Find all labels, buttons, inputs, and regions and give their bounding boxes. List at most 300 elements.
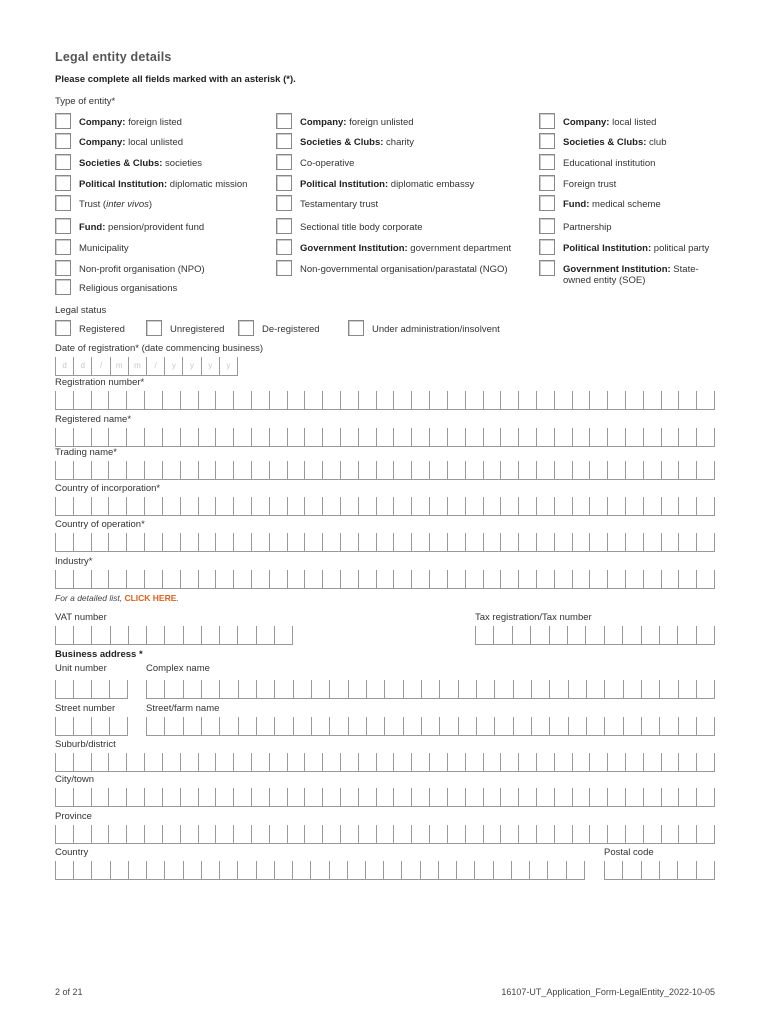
char-cell <box>269 533 287 551</box>
char-cell <box>322 461 340 479</box>
char-cell <box>292 861 310 879</box>
char-cell <box>251 788 269 806</box>
char-cell <box>126 428 144 446</box>
char-cell <box>429 753 447 771</box>
char-cell <box>678 391 696 409</box>
char-cell <box>237 626 255 644</box>
legal-status-label: Legal status <box>55 305 107 316</box>
entity-type-option-label: Foreign trust <box>563 179 617 190</box>
char-cell <box>447 753 465 771</box>
char-cell <box>429 570 447 588</box>
entity-type-checkbox[interactable] <box>276 113 292 129</box>
entity-type-checkbox[interactable] <box>55 175 71 191</box>
char-cell <box>91 570 109 588</box>
char-cell <box>73 825 91 843</box>
char-cell <box>500 788 518 806</box>
char-cell <box>447 825 465 843</box>
char-cell <box>607 825 625 843</box>
char-cell <box>162 533 180 551</box>
char-cell <box>304 533 322 551</box>
char-cell <box>233 570 251 588</box>
char-cell <box>358 788 376 806</box>
trading-name-field[interactable] <box>55 461 715 480</box>
char-cell <box>429 533 447 551</box>
char-cell <box>458 717 476 735</box>
entity-type-checkbox[interactable] <box>55 195 71 211</box>
char-cell <box>376 570 394 588</box>
char-cell <box>567 626 585 644</box>
entity-type-option-label: Political Institution: political party <box>563 243 710 254</box>
char-cell <box>531 717 549 735</box>
char-cell <box>547 861 565 879</box>
char-cell <box>572 461 590 479</box>
legal-status-checkbox[interactable] <box>238 320 254 336</box>
char-cell <box>340 788 358 806</box>
char-cell <box>447 570 465 588</box>
char-cell <box>251 570 269 588</box>
legal-status-checkbox[interactable] <box>348 320 364 336</box>
char-cell <box>447 428 465 446</box>
char-cell <box>661 428 679 446</box>
entity-type-option-label: Fund: pension/provident fund <box>79 222 205 233</box>
char-cell <box>554 825 572 843</box>
postal-code-field[interactable] <box>604 861 715 880</box>
char-cell <box>384 680 402 698</box>
char-cell <box>536 825 554 843</box>
char-cell <box>376 753 394 771</box>
char-cell <box>322 391 340 409</box>
char-cell <box>144 753 162 771</box>
char-cell <box>322 497 340 515</box>
char-cell <box>465 753 483 771</box>
entity-type-option-label: Company: foreign listed <box>79 117 182 128</box>
char-cell <box>549 680 567 698</box>
char-cell <box>274 680 292 698</box>
char-cell <box>180 497 198 515</box>
char-cell <box>108 788 126 806</box>
char-cell <box>365 861 383 879</box>
char-cell <box>162 497 180 515</box>
entity-type-option-label: Trust (inter vivos) <box>79 199 153 210</box>
char-cell <box>678 717 696 735</box>
char-cell <box>411 497 429 515</box>
char-cell <box>696 428 715 446</box>
char-cell <box>536 788 554 806</box>
unit-number-field[interactable] <box>55 680 128 699</box>
complex-name-field[interactable] <box>146 680 715 699</box>
char-cell <box>643 391 661 409</box>
char-cell <box>108 428 126 446</box>
char-cell <box>180 428 198 446</box>
char-cell <box>162 825 180 843</box>
entity-type-checkbox[interactable] <box>55 113 71 129</box>
char-cell <box>643 825 661 843</box>
char-cell <box>420 861 438 879</box>
char-cell <box>233 825 251 843</box>
char-cell <box>529 861 547 879</box>
char-cell <box>251 461 269 479</box>
char-cell <box>215 753 233 771</box>
entity-type-checkbox[interactable] <box>55 218 71 234</box>
char-cell <box>696 391 715 409</box>
char-cell <box>518 570 536 588</box>
char-cell <box>411 428 429 446</box>
char-cell <box>256 680 274 698</box>
suburb-field[interactable] <box>55 753 715 772</box>
char-cell <box>55 717 73 735</box>
char-cell <box>358 533 376 551</box>
char-cell <box>641 626 659 644</box>
char-cell <box>393 788 411 806</box>
entity-type-checkbox[interactable] <box>276 218 292 234</box>
char-cell <box>518 497 536 515</box>
char-cell <box>572 570 590 588</box>
char-cell <box>429 391 447 409</box>
entity-type-option-label: Government Institution: State-owned entity (SOE) <box>563 264 699 286</box>
char-cell <box>233 497 251 515</box>
char-cell <box>607 497 625 515</box>
char-cell <box>91 861 109 879</box>
char-cell <box>659 717 677 735</box>
char-cell <box>696 497 715 515</box>
char-cell <box>73 861 91 879</box>
char-cell <box>198 788 216 806</box>
entity-type-checkbox[interactable] <box>55 260 71 276</box>
char-cell <box>215 391 233 409</box>
click-here-link[interactable]: CLICK HERE <box>124 593 177 603</box>
char-cell <box>625 391 643 409</box>
char-cell <box>678 461 696 479</box>
entity-type-checkbox[interactable] <box>539 133 555 149</box>
char-cell <box>146 717 164 735</box>
char-cell <box>393 428 411 446</box>
char-cell <box>465 788 483 806</box>
char-cell <box>439 717 457 735</box>
entity-type-option-label: Sectional title body corporate <box>300 222 423 233</box>
char-cell <box>293 717 311 735</box>
char-cell <box>696 626 715 644</box>
entity-type-option-label: Testamentary trust <box>300 199 379 210</box>
char-cell <box>238 717 256 735</box>
entity-type-label: Type of entity* <box>55 96 116 107</box>
char-cell <box>340 461 358 479</box>
char-cell <box>73 788 91 806</box>
char-cell <box>358 461 376 479</box>
char-cell <box>518 753 536 771</box>
char-cell <box>607 461 625 479</box>
industry-field[interactable] <box>55 570 715 589</box>
char-cell <box>144 497 162 515</box>
legal-status-option-label: Registered <box>79 324 125 335</box>
char-cell <box>439 680 457 698</box>
char-cell <box>607 570 625 588</box>
char-cell <box>287 788 305 806</box>
char-cell <box>678 533 696 551</box>
char-cell <box>483 428 501 446</box>
char-cell <box>604 717 622 735</box>
char-cell <box>198 391 216 409</box>
char-cell <box>572 533 590 551</box>
char-cell <box>198 533 216 551</box>
registered-name-label: Registered name* <box>55 414 132 425</box>
char-cell <box>198 461 216 479</box>
date-of-registration-field[interactable] <box>55 357 238 376</box>
entity-type-checkbox[interactable] <box>276 133 292 149</box>
country-operation-label: Country of operation* <box>55 519 145 530</box>
char-cell <box>513 717 531 735</box>
char-cell <box>643 428 661 446</box>
char-cell <box>465 428 483 446</box>
vat-number-field[interactable] <box>55 626 293 645</box>
char-cell <box>304 497 322 515</box>
char-cell <box>696 680 715 698</box>
char-cell <box>144 788 162 806</box>
char-cell <box>476 680 494 698</box>
char-cell <box>269 461 287 479</box>
street-name-field[interactable] <box>146 717 715 736</box>
char-cell <box>183 626 201 644</box>
char-cell <box>110 626 128 644</box>
char-cell <box>536 497 554 515</box>
char-cell <box>465 825 483 843</box>
char-cell <box>641 680 659 698</box>
char-cell <box>109 680 128 698</box>
entity-type-option-label: Societies & Clubs: charity <box>300 137 415 148</box>
char-cell <box>180 753 198 771</box>
legal-status-checkbox[interactable] <box>55 320 71 336</box>
registration-number-field[interactable] <box>55 391 715 410</box>
char-cell <box>251 391 269 409</box>
country-incorporation-label: Country of incorporation* <box>55 483 161 494</box>
char-cell <box>358 753 376 771</box>
char-cell <box>91 717 109 735</box>
industry-hint: For a detailed list, CLICK HERE. <box>55 593 179 603</box>
char-cell <box>589 788 607 806</box>
char-cell <box>604 861 622 879</box>
char-cell <box>429 788 447 806</box>
char-cell <box>554 461 572 479</box>
entity-type-checkbox[interactable] <box>55 154 71 170</box>
char-cell <box>108 497 126 515</box>
char-cell <box>643 570 661 588</box>
char-cell <box>536 428 554 446</box>
char-cell <box>589 533 607 551</box>
char-cell <box>322 788 340 806</box>
char-cell <box>304 428 322 446</box>
char-cell <box>661 825 679 843</box>
char-cell <box>429 461 447 479</box>
entity-type-option-label: Company: local unlisted <box>79 137 184 148</box>
char-cell <box>384 717 402 735</box>
char-cell <box>623 717 641 735</box>
char-cell <box>108 533 126 551</box>
char-cell <box>164 717 182 735</box>
char-cell <box>607 788 625 806</box>
entity-type-checkbox[interactable] <box>55 279 71 295</box>
char-cell <box>128 861 146 879</box>
char-cell <box>518 533 536 551</box>
trading-name-label: Trading name* <box>55 447 117 458</box>
entity-type-checkbox[interactable] <box>539 175 555 191</box>
char-cell <box>162 753 180 771</box>
char-cell <box>366 680 384 698</box>
char-cell <box>554 428 572 446</box>
char-cell <box>183 680 201 698</box>
char-cell <box>233 391 251 409</box>
char-cell <box>144 428 162 446</box>
char-cell <box>340 428 358 446</box>
entity-type-checkbox[interactable] <box>276 239 292 255</box>
char-cell <box>55 680 73 698</box>
char-cell <box>144 391 162 409</box>
char-cell <box>625 788 643 806</box>
char-cell <box>589 825 607 843</box>
char-cell <box>483 533 501 551</box>
char-cell <box>536 391 554 409</box>
entity-type-checkbox[interactable] <box>539 195 555 211</box>
char-cell <box>661 461 679 479</box>
char-cell <box>421 717 439 735</box>
char-cell <box>401 861 419 879</box>
char-cell <box>233 753 251 771</box>
char-cell <box>678 497 696 515</box>
entity-type-checkbox[interactable] <box>276 195 292 211</box>
char-cell <box>198 497 216 515</box>
entity-type-checkbox[interactable] <box>539 154 555 170</box>
char-cell <box>91 533 109 551</box>
char-cell <box>146 861 164 879</box>
char-cell <box>91 753 109 771</box>
country-operation-field[interactable] <box>55 533 715 552</box>
postal-code-label: Postal code <box>604 847 654 858</box>
vat-number-label: VAT number <box>55 612 107 623</box>
char-cell <box>568 717 586 735</box>
char-cell <box>219 717 237 735</box>
char-cell <box>607 533 625 551</box>
char-cell <box>215 461 233 479</box>
char-cell <box>607 428 625 446</box>
char-cell <box>696 861 715 879</box>
entity-type-checkbox[interactable] <box>276 175 292 191</box>
char-cell <box>233 788 251 806</box>
char-cell <box>393 825 411 843</box>
char-cell <box>500 570 518 588</box>
char-cell <box>201 626 219 644</box>
char-cell <box>500 497 518 515</box>
date-cell: y <box>182 357 200 375</box>
street-number-field[interactable] <box>55 717 128 736</box>
char-cell <box>376 533 394 551</box>
char-cell <box>536 461 554 479</box>
industry-label: Industry* <box>55 556 93 567</box>
char-cell <box>421 680 439 698</box>
char-cell <box>554 570 572 588</box>
char-cell <box>586 680 604 698</box>
char-cell <box>251 428 269 446</box>
char-cell <box>678 680 696 698</box>
entity-type-checkbox[interactable] <box>539 239 555 255</box>
char-cell <box>311 717 329 735</box>
business-address-heading: Business address * <box>55 649 143 660</box>
entity-type-checkbox[interactable] <box>55 133 71 149</box>
tax-number-label: Tax registration/Tax number <box>475 612 592 623</box>
char-cell <box>215 497 233 515</box>
char-cell <box>274 861 292 879</box>
char-cell <box>696 533 715 551</box>
entity-type-option-label: Societies & Clubs: club <box>563 137 667 148</box>
char-cell <box>215 570 233 588</box>
tax-number-field[interactable] <box>475 626 715 645</box>
country-field[interactable] <box>55 861 585 880</box>
entity-type-checkbox[interactable] <box>539 260 555 276</box>
char-cell <box>607 391 625 409</box>
char-cell <box>287 570 305 588</box>
registered-name-field[interactable] <box>55 428 715 447</box>
char-cell <box>215 428 233 446</box>
country-incorporation-field[interactable] <box>55 497 715 516</box>
char-cell <box>55 626 73 644</box>
char-cell <box>55 825 73 843</box>
char-cell <box>465 461 483 479</box>
entity-type-checkbox[interactable] <box>539 218 555 234</box>
province-field[interactable] <box>55 825 715 844</box>
entity-type-option-label: Company: foreign unlisted <box>300 117 414 128</box>
entity-type-checkbox[interactable] <box>539 113 555 129</box>
char-cell <box>183 861 201 879</box>
char-cell <box>304 753 322 771</box>
char-cell <box>465 391 483 409</box>
char-cell <box>287 753 305 771</box>
entity-type-option-label: Societies & Clubs: societies <box>79 158 203 169</box>
char-cell <box>586 717 604 735</box>
char-cell <box>144 570 162 588</box>
char-cell <box>201 717 219 735</box>
char-cell <box>91 626 109 644</box>
legal-status-checkbox[interactable] <box>146 320 162 336</box>
char-cell <box>625 533 643 551</box>
char-cell <box>73 753 91 771</box>
char-cell <box>358 825 376 843</box>
date-cell: d <box>73 357 91 375</box>
char-cell <box>403 680 421 698</box>
char-cell <box>678 825 696 843</box>
entity-type-checkbox[interactable] <box>276 260 292 276</box>
entity-type-option-label: Partnership <box>563 222 612 233</box>
entity-type-checkbox[interactable] <box>55 239 71 255</box>
char-cell <box>287 391 305 409</box>
char-cell <box>251 533 269 551</box>
char-cell <box>549 626 567 644</box>
city-field[interactable] <box>55 788 715 807</box>
char-cell <box>659 626 677 644</box>
char-cell <box>340 753 358 771</box>
char-cell <box>366 717 384 735</box>
char-cell <box>180 570 198 588</box>
char-cell <box>438 861 456 879</box>
char-cell <box>358 391 376 409</box>
char-cell <box>348 717 366 735</box>
char-cell <box>403 717 421 735</box>
char-cell <box>447 788 465 806</box>
entity-type-checkbox[interactable] <box>276 154 292 170</box>
char-cell <box>108 461 126 479</box>
char-cell <box>696 717 715 735</box>
char-cell <box>73 717 91 735</box>
char-cell <box>126 753 144 771</box>
char-cell <box>589 570 607 588</box>
date-cell: / <box>146 357 164 375</box>
char-cell <box>518 461 536 479</box>
